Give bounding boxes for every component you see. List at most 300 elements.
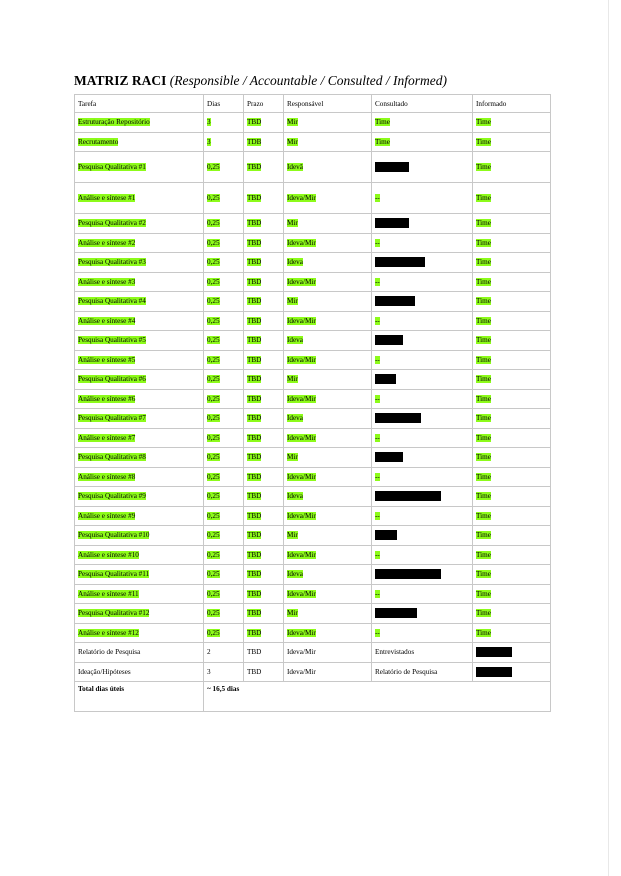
cell-informado bbox=[473, 311, 551, 331]
prazo-text: TBD bbox=[247, 336, 262, 345]
tarefa-text: Relatório de Pesquisa bbox=[78, 648, 141, 657]
consultado-text: -- bbox=[375, 316, 380, 325]
cell-prazo bbox=[244, 467, 284, 487]
consultado-text: Time bbox=[375, 137, 390, 146]
cell-prazo bbox=[244, 409, 284, 429]
responsavel-text: Ideva/Mir bbox=[287, 511, 316, 520]
cell-informado bbox=[473, 113, 551, 133]
dias-text: 3 bbox=[207, 137, 211, 146]
cell-tarefa bbox=[75, 448, 204, 468]
tarefa-text: Análise e síntese #7 bbox=[78, 433, 136, 442]
cell-tarefa bbox=[75, 370, 204, 390]
page-edge bbox=[608, 0, 609, 876]
table-row bbox=[75, 662, 551, 682]
cell-dias bbox=[204, 409, 244, 429]
document-title bbox=[74, 73, 447, 89]
tarefa-text: Pesquisa Qualitativa #11 bbox=[78, 570, 150, 579]
prazo-text: TBD bbox=[247, 453, 262, 462]
responsavel-text: Ideva/Mir bbox=[287, 433, 316, 442]
cell-informado bbox=[473, 662, 551, 682]
cell-responsavel bbox=[284, 448, 372, 468]
prazo-text: TBD bbox=[247, 258, 262, 267]
dias-text: 0,25 bbox=[207, 570, 220, 579]
tarefa-text: Análise e síntese #5 bbox=[78, 355, 136, 364]
cell-consultado bbox=[372, 409, 473, 429]
header-consultado: Consultado bbox=[372, 95, 473, 113]
consultado-text: -- bbox=[375, 433, 380, 442]
total-row bbox=[75, 682, 551, 712]
tarefa-text: Ideação/Hipóteses bbox=[78, 667, 131, 676]
prazo-text: TBD bbox=[247, 550, 262, 559]
tarefa-text: Pesquisa Qualitativa #1 bbox=[78, 163, 146, 171]
cell-dias bbox=[204, 526, 244, 546]
dias-text: 0,25 bbox=[207, 453, 220, 462]
dias-text: 0,25 bbox=[207, 336, 220, 345]
responsavel-text: Ideva/Mir bbox=[287, 194, 316, 202]
cell-informado bbox=[473, 467, 551, 487]
responsavel-text: Ideva bbox=[287, 258, 303, 267]
cell-consultado bbox=[372, 389, 473, 409]
cell-responsavel bbox=[284, 350, 372, 370]
cell-informado bbox=[473, 428, 551, 448]
cell-tarefa bbox=[75, 506, 204, 526]
cell-tarefa bbox=[75, 214, 204, 234]
informado-text: Time bbox=[476, 492, 491, 501]
prazo-text: TBD bbox=[247, 433, 262, 442]
cell-responsavel bbox=[284, 331, 372, 351]
cell-informado bbox=[473, 132, 551, 152]
responsavel-text: Mir bbox=[287, 219, 298, 228]
cell-consultado bbox=[372, 584, 473, 604]
prazo-text: TBD bbox=[247, 414, 262, 423]
table-row bbox=[75, 152, 551, 183]
table-row bbox=[75, 389, 551, 409]
cell-prazo bbox=[244, 311, 284, 331]
cell-dias bbox=[204, 662, 244, 682]
cell-consultado bbox=[372, 113, 473, 133]
cell-dias bbox=[204, 272, 244, 292]
dias-text: 0,25 bbox=[207, 609, 220, 618]
cell-tarefa bbox=[75, 604, 204, 624]
redaction-block bbox=[375, 218, 409, 228]
cell-informado bbox=[473, 370, 551, 390]
cell-consultado bbox=[372, 183, 473, 214]
consultado-text: -- bbox=[375, 394, 380, 403]
cell-consultado bbox=[372, 604, 473, 624]
prazo-text: TBD bbox=[247, 297, 262, 306]
tarefa-text: Pesquisa Qualitativa #3 bbox=[78, 258, 146, 267]
cell-dias bbox=[204, 253, 244, 273]
header-prazo: Prazo bbox=[244, 95, 284, 113]
cell-prazo bbox=[244, 113, 284, 133]
consultado-text: -- bbox=[375, 472, 380, 481]
cell-consultado bbox=[372, 623, 473, 643]
cell-tarefa bbox=[75, 132, 204, 152]
redaction-block bbox=[375, 530, 397, 540]
cell-prazo bbox=[244, 389, 284, 409]
table-row bbox=[75, 545, 551, 565]
cell-responsavel bbox=[284, 113, 372, 133]
consultado-text: Entrevistados bbox=[375, 648, 415, 657]
redaction-block bbox=[375, 374, 396, 384]
informado-text: Time bbox=[476, 375, 491, 384]
cell-dias bbox=[204, 152, 244, 183]
table-header-row bbox=[75, 95, 551, 113]
cell-tarefa bbox=[75, 253, 204, 273]
cell-dias bbox=[204, 331, 244, 351]
cell-tarefa bbox=[75, 643, 204, 663]
table-row bbox=[75, 214, 551, 234]
responsavel-text: Ideva/Mir bbox=[287, 277, 316, 286]
cell-informado bbox=[473, 233, 551, 253]
cell-informado bbox=[473, 604, 551, 624]
cell-prazo bbox=[244, 253, 284, 273]
cell-informado bbox=[473, 545, 551, 565]
consultado-text: -- bbox=[375, 355, 380, 364]
cell-prazo bbox=[244, 272, 284, 292]
total-label: Total dias úteis bbox=[75, 682, 204, 712]
cell-consultado bbox=[372, 448, 473, 468]
cell-tarefa bbox=[75, 272, 204, 292]
informado-text: Time bbox=[476, 277, 491, 286]
cell-informado bbox=[473, 448, 551, 468]
table-row bbox=[75, 467, 551, 487]
responsavel-text: Ideva/Mir bbox=[287, 238, 316, 247]
consultado-text: Relatório de Pesquisa bbox=[375, 667, 438, 676]
cell-tarefa bbox=[75, 113, 204, 133]
cell-prazo bbox=[244, 331, 284, 351]
informado-text: Time bbox=[476, 118, 491, 127]
responsavel-text: Mir bbox=[287, 453, 298, 462]
cell-dias bbox=[204, 448, 244, 468]
prazo-text: TBD bbox=[247, 238, 262, 247]
cell-consultado bbox=[372, 292, 473, 312]
informado-text: Time bbox=[476, 511, 491, 520]
cell-consultado bbox=[372, 526, 473, 546]
redaction-block bbox=[375, 162, 409, 172]
cell-prazo bbox=[244, 623, 284, 643]
informado-text: Time bbox=[476, 297, 491, 306]
cell-informado bbox=[473, 565, 551, 585]
raci-matrix-table bbox=[74, 94, 551, 712]
title-main: MATRIZ RACI bbox=[74, 73, 167, 88]
dias-text: 0,25 bbox=[207, 194, 220, 202]
informado-text: Time bbox=[476, 238, 491, 247]
table-row bbox=[75, 292, 551, 312]
cell-consultado bbox=[372, 545, 473, 565]
consultado-text: -- bbox=[375, 511, 380, 520]
cell-consultado bbox=[372, 311, 473, 331]
redaction-block bbox=[375, 491, 441, 501]
tarefa-text: Análise e síntese #3 bbox=[78, 277, 136, 286]
table-row bbox=[75, 643, 551, 663]
informado-text: Time bbox=[476, 550, 491, 559]
cell-informado bbox=[473, 253, 551, 273]
cell-responsavel bbox=[284, 152, 372, 183]
cell-informado bbox=[473, 292, 551, 312]
consultado-text: -- bbox=[375, 238, 380, 247]
informado-text: Time bbox=[476, 453, 491, 462]
prazo-text: TBD bbox=[247, 628, 262, 637]
cell-dias bbox=[204, 233, 244, 253]
informado-text: Time bbox=[476, 194, 491, 202]
responsavel-text: Ideva/Mir bbox=[287, 648, 316, 657]
tarefa-text: Pesquisa Qualitativa #10 bbox=[78, 531, 150, 540]
table-row bbox=[75, 604, 551, 624]
responsavel-text: Mir bbox=[287, 375, 298, 384]
consultado-text: -- bbox=[375, 194, 380, 202]
cell-informado bbox=[473, 331, 551, 351]
dias-text: 0,25 bbox=[207, 375, 220, 384]
cell-prazo bbox=[244, 448, 284, 468]
cell-consultado bbox=[372, 331, 473, 351]
cell-tarefa bbox=[75, 311, 204, 331]
dias-text: 0,25 bbox=[207, 297, 220, 306]
table-row bbox=[75, 132, 551, 152]
informado-text: Time bbox=[476, 433, 491, 442]
cell-prazo bbox=[244, 643, 284, 663]
cell-prazo bbox=[244, 350, 284, 370]
cell-consultado bbox=[372, 370, 473, 390]
cell-tarefa bbox=[75, 428, 204, 448]
cell-tarefa bbox=[75, 183, 204, 214]
cell-prazo bbox=[244, 183, 284, 214]
cell-prazo bbox=[244, 428, 284, 448]
tarefa-text: Análise e síntese #8 bbox=[78, 472, 136, 481]
cell-tarefa bbox=[75, 331, 204, 351]
table-row bbox=[75, 370, 551, 390]
prazo-text: TBD bbox=[247, 316, 262, 325]
tarefa-text: Análise e síntese #4 bbox=[78, 316, 136, 325]
redaction-block bbox=[375, 413, 421, 423]
cell-tarefa bbox=[75, 389, 204, 409]
cell-informado bbox=[473, 350, 551, 370]
consultado-text: -- bbox=[375, 550, 380, 559]
cell-informado bbox=[473, 152, 551, 183]
responsavel-text: Ideva bbox=[287, 336, 303, 345]
informado-text: Time bbox=[476, 628, 491, 637]
prazo-text: TBD bbox=[247, 118, 262, 127]
dias-text: 0,25 bbox=[207, 219, 220, 228]
cell-informado bbox=[473, 183, 551, 214]
cell-dias bbox=[204, 370, 244, 390]
dias-text: 0,25 bbox=[207, 277, 220, 286]
cell-prazo bbox=[244, 506, 284, 526]
responsavel-text: Mir bbox=[287, 137, 298, 146]
cell-responsavel bbox=[284, 132, 372, 152]
cell-tarefa bbox=[75, 565, 204, 585]
informado-text: Time bbox=[476, 531, 491, 540]
tarefa-text: Pesquisa Qualitativa #8 bbox=[78, 453, 146, 462]
dias-text: 0,25 bbox=[207, 238, 220, 247]
cell-tarefa bbox=[75, 662, 204, 682]
informado-text: Time bbox=[476, 355, 491, 364]
responsavel-text: Mir bbox=[287, 118, 298, 127]
dias-text: 3 bbox=[207, 667, 211, 676]
dias-text: 0,25 bbox=[207, 355, 220, 364]
tarefa-text: Análise e síntese #1 bbox=[78, 194, 136, 202]
cell-tarefa bbox=[75, 584, 204, 604]
cell-prazo bbox=[244, 565, 284, 585]
total-value: ~ 16,5 dias bbox=[204, 682, 551, 712]
cell-informado bbox=[473, 623, 551, 643]
dias-text: 0,25 bbox=[207, 589, 220, 598]
table-row bbox=[75, 253, 551, 273]
cell-prazo bbox=[244, 152, 284, 183]
table-row bbox=[75, 272, 551, 292]
responsavel-text: Ideva bbox=[287, 414, 303, 423]
cell-tarefa bbox=[75, 292, 204, 312]
cell-dias bbox=[204, 487, 244, 507]
table-row bbox=[75, 448, 551, 468]
tarefa-text: Pesquisa Qualitativa #12 bbox=[78, 609, 150, 618]
cell-responsavel bbox=[284, 370, 372, 390]
cell-consultado bbox=[372, 428, 473, 448]
cell-responsavel bbox=[284, 643, 372, 663]
cell-consultado bbox=[372, 662, 473, 682]
responsavel-text: Ideva/Mir bbox=[287, 628, 316, 637]
responsavel-text: Ideva/Mir bbox=[287, 316, 316, 325]
responsavel-text: Ideva bbox=[287, 492, 303, 501]
cell-dias bbox=[204, 643, 244, 663]
prazo-text: TBD bbox=[247, 219, 262, 228]
cell-responsavel bbox=[284, 428, 372, 448]
cell-tarefa bbox=[75, 623, 204, 643]
dias-text: 0,25 bbox=[207, 258, 220, 267]
prazo-text: TBD bbox=[247, 511, 262, 520]
tarefa-text: Pesquisa Qualitativa #9 bbox=[78, 492, 146, 501]
table-row bbox=[75, 428, 551, 448]
cell-tarefa bbox=[75, 152, 204, 183]
cell-responsavel bbox=[284, 214, 372, 234]
dias-text: 2 bbox=[207, 648, 211, 657]
responsavel-text: Ideva bbox=[287, 570, 303, 579]
informado-text: Time bbox=[476, 336, 491, 345]
informado-text: Time bbox=[476, 472, 491, 481]
cell-dias bbox=[204, 467, 244, 487]
prazo-text: TBD bbox=[247, 492, 262, 501]
table-row bbox=[75, 183, 551, 214]
tarefa-text: Análise e síntese #12 bbox=[78, 628, 139, 637]
redaction-block bbox=[375, 296, 415, 306]
responsavel-text: Ideva/Mir bbox=[287, 355, 316, 364]
table-row bbox=[75, 331, 551, 351]
cell-responsavel bbox=[284, 584, 372, 604]
consultado-text: -- bbox=[375, 277, 380, 286]
cell-consultado bbox=[372, 253, 473, 273]
prazo-text: TBD bbox=[247, 277, 262, 286]
tarefa-text: Pesquisa Qualitativa #4 bbox=[78, 297, 146, 306]
cell-responsavel bbox=[284, 526, 372, 546]
informado-text: Time bbox=[476, 258, 491, 267]
cell-dias bbox=[204, 350, 244, 370]
cell-prazo bbox=[244, 662, 284, 682]
responsavel-text: Ideva/Mir bbox=[287, 667, 316, 676]
prazo-text: TBD bbox=[247, 163, 262, 171]
cell-prazo bbox=[244, 233, 284, 253]
table-row bbox=[75, 526, 551, 546]
cell-responsavel bbox=[284, 623, 372, 643]
cell-informado bbox=[473, 389, 551, 409]
cell-dias bbox=[204, 132, 244, 152]
cell-prazo bbox=[244, 604, 284, 624]
cell-prazo bbox=[244, 545, 284, 565]
header-informado: Informado bbox=[473, 95, 551, 113]
redaction-block bbox=[375, 608, 417, 618]
responsavel-text: Ideva/Mir bbox=[287, 472, 316, 481]
redaction-block bbox=[375, 452, 403, 462]
prazo-text: TBD bbox=[247, 194, 262, 202]
cell-dias bbox=[204, 565, 244, 585]
tarefa-text: Recrutamento bbox=[78, 137, 119, 146]
cell-consultado bbox=[372, 487, 473, 507]
dias-text: 0,25 bbox=[207, 531, 220, 540]
table-row bbox=[75, 487, 551, 507]
cell-informado bbox=[473, 584, 551, 604]
cell-responsavel bbox=[284, 467, 372, 487]
cell-informado bbox=[473, 487, 551, 507]
tarefa-text: Análise e síntese #10 bbox=[78, 550, 139, 559]
cell-dias bbox=[204, 604, 244, 624]
cell-responsavel bbox=[284, 389, 372, 409]
cell-tarefa bbox=[75, 409, 204, 429]
cell-prazo bbox=[244, 526, 284, 546]
header-tarefa: Tarefa bbox=[75, 95, 204, 113]
responsavel-text: Mir bbox=[287, 609, 298, 618]
redaction-block bbox=[375, 257, 425, 267]
informado-text: Time bbox=[476, 137, 491, 146]
cell-responsavel bbox=[284, 233, 372, 253]
informado-text: Time bbox=[476, 570, 491, 579]
informado-text: Time bbox=[476, 609, 491, 618]
responsavel-text: Mir bbox=[287, 297, 298, 306]
responsavel-text: Mir bbox=[287, 531, 298, 540]
cell-dias bbox=[204, 545, 244, 565]
cell-dias bbox=[204, 623, 244, 643]
prazo-text: TBD bbox=[247, 355, 262, 364]
redaction-block bbox=[375, 335, 403, 345]
cell-tarefa bbox=[75, 487, 204, 507]
redaction-block bbox=[375, 569, 441, 579]
responsavel-text: Ideva/Mir bbox=[287, 550, 316, 559]
cell-responsavel bbox=[284, 604, 372, 624]
informado-text: Time bbox=[476, 394, 491, 403]
tarefa-text: Análise e síntese #11 bbox=[78, 589, 139, 598]
cell-responsavel bbox=[284, 272, 372, 292]
cell-tarefa bbox=[75, 545, 204, 565]
table-row bbox=[75, 409, 551, 429]
cell-consultado bbox=[372, 565, 473, 585]
cell-responsavel bbox=[284, 506, 372, 526]
tarefa-text: Pesquisa Qualitativa #2 bbox=[78, 219, 146, 228]
dias-text: 0,25 bbox=[207, 628, 220, 637]
table-row bbox=[75, 233, 551, 253]
header-responsavel: Responsável bbox=[284, 95, 372, 113]
cell-responsavel bbox=[284, 253, 372, 273]
responsavel-text: Idevã bbox=[287, 163, 303, 171]
cell-informado bbox=[473, 643, 551, 663]
cell-dias bbox=[204, 389, 244, 409]
cell-responsavel bbox=[284, 662, 372, 682]
dias-text: 0,25 bbox=[207, 472, 220, 481]
prazo-text: TBD bbox=[247, 531, 262, 540]
cell-prazo bbox=[244, 214, 284, 234]
cell-consultado bbox=[372, 643, 473, 663]
prazo-text: TBD bbox=[247, 609, 262, 618]
prazo-text: TBD bbox=[247, 570, 262, 579]
cell-prazo bbox=[244, 584, 284, 604]
cell-tarefa bbox=[75, 350, 204, 370]
